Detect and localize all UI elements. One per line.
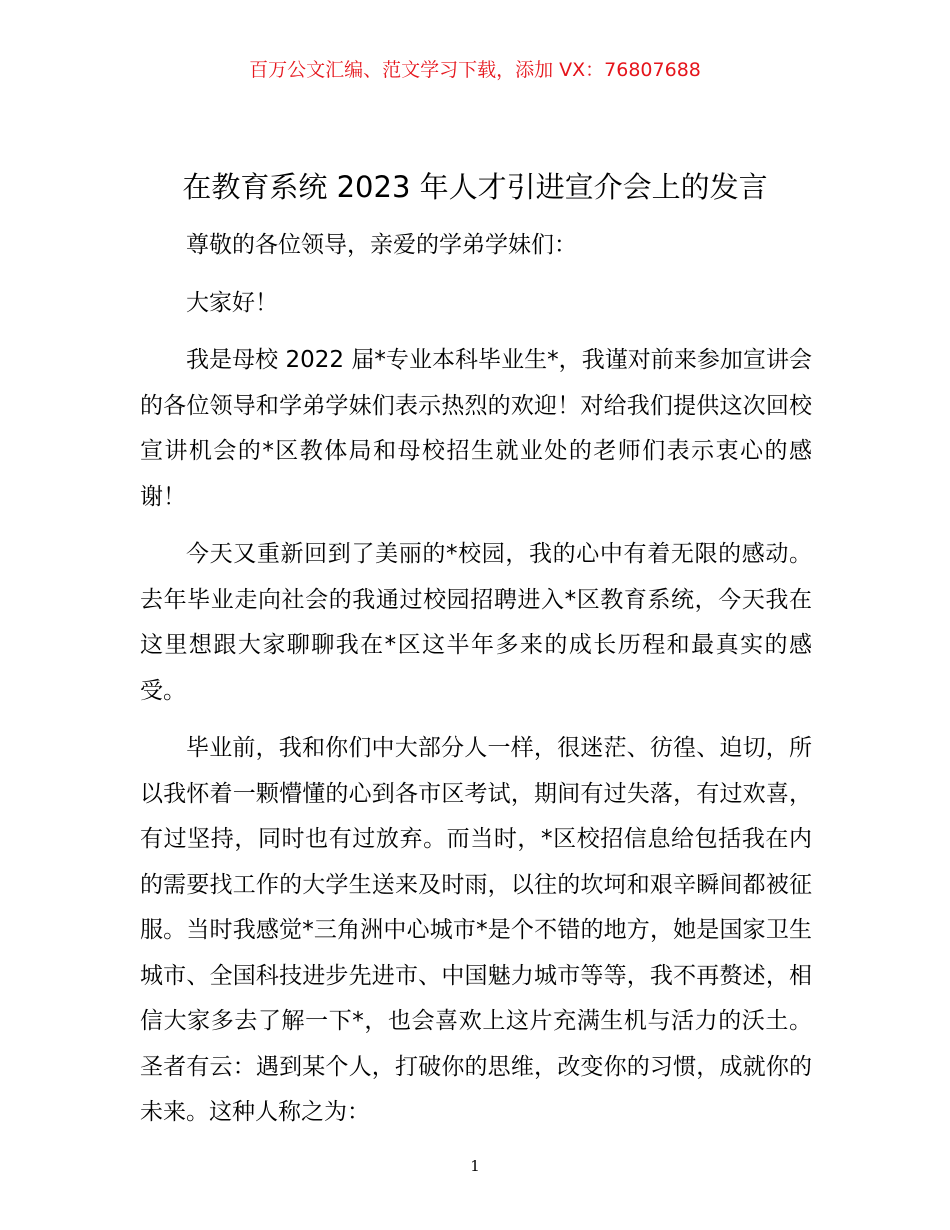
document-title: 在教育系统 2023 年人才引进宣介会上的发言 [182, 170, 768, 204]
paragraph-before-graduation: 毕业前，我和你们中大部分人一样，很迷茫、彷徨、迫切，所以我怀着一颗懵懂的心到各市区考试，期间有过失落，有过欢喜，有过坚持，同时也有过放弃。而当时，*区校招信息给包括我在内的需要找工作的大学生送来及时雨，以往的坎坷和艰辛瞬间都被征服。当时我感觉*三角洲中心城市*是个不错的地方，她是国家卫生城市、全国科技进步先进市、中国魅力城市等等，我不再赘述，相信大家多去了解一下*，也会喜欢上这片充满生机与活力的沃土。圣者有云：遇到某个人，打破你的思维，改变你的习惯，成就你的未来。这种人称之为： [140, 735, 812, 1125]
paragraph-return: 今天又重新回到了美丽的*校园，我的心中有着无限的感动。去年毕业走向社会的我通过校园招聘进入*区教育系统，今天我在这里想跟大家聊聊我在*区这半年多来的成长历程和最真实的感受。 [140, 541, 812, 704]
paragraph-greeting: 大家好！ [186, 289, 278, 316]
paragraph-introduction: 我是母校 2022 届*专业本科毕业生*，我谨对前来参加宣讲会的各位领导和学弟学妹们表示热烈的欢迎！对给我们提供这次回校宣讲机会的*区教体局和母校招生就业处的老师们表示衷心的感谢！ [140, 347, 812, 510]
document-body [140, 223, 812, 1136]
paragraph-salutation: 尊敬的各位领导，亲爱的学弟学妹们： [186, 232, 577, 258]
page-number: 1 [470, 1157, 480, 1175]
header-banner: 百万公文汇编、范文学习下载，添加 VX：76807688 [249, 59, 701, 81]
